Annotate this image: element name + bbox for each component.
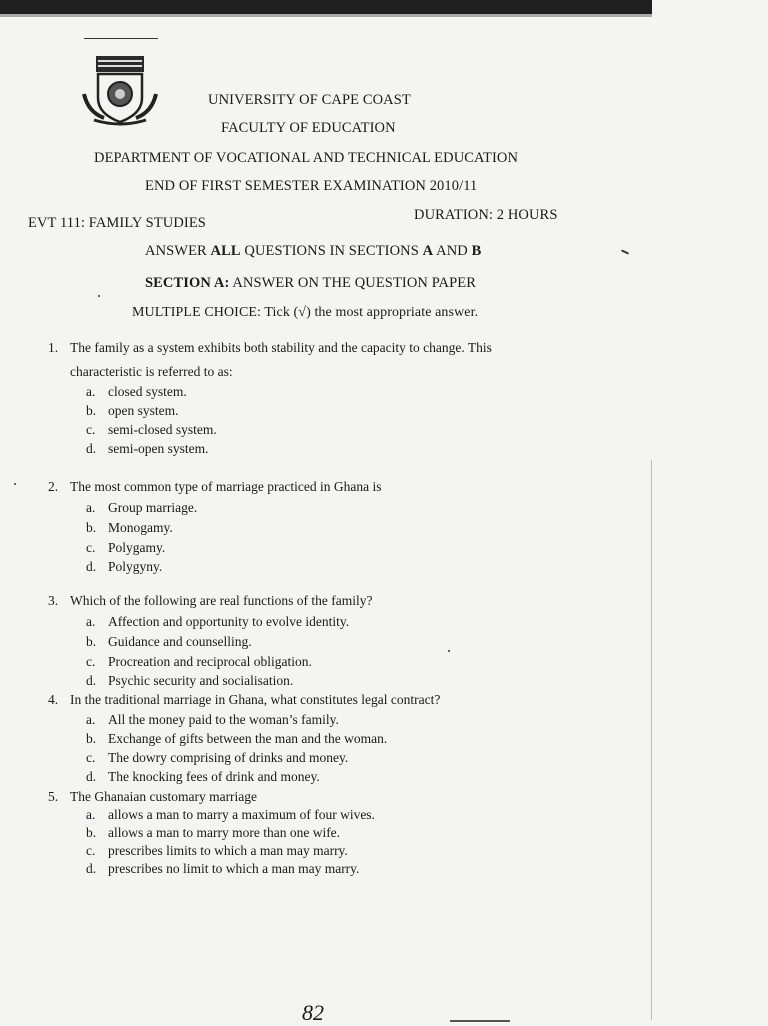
scan-bottom-mark [450,1020,510,1022]
scan-speck [621,249,629,254]
option: b. open system. [86,403,179,418]
page-number: 82 [302,1000,324,1025]
option: b. Exchange of gifts between the man and the woman. [86,731,388,746]
university-name: UNIVERSITY OF CAPE COAST [208,92,411,108]
scan-top-shadow [0,14,652,17]
option: c. semi-closed system. [86,422,217,437]
university-crest-icon [80,54,160,131]
option: a. closed system. [86,384,187,399]
mcq-instruction: MULTIPLE CHOICE: Tick (√) the most appropriate answer. [132,305,479,320]
option: d. prescribes no limit to which a man may marry. [86,861,360,876]
option: a. All the money paid to the woman’s family. [86,712,339,727]
question: 5. The Ghanaian customary marriage [48,789,258,804]
section-heading: SECTION A: ANSWER ON THE QUESTION PAPER [145,275,477,291]
exam-title: END OF FIRST SEMESTER EXAMINATION 2010/11 [145,178,478,194]
question: 1. The family as a system exhibits both stability and the capacity to change. This [48,340,492,355]
option: c. prescribes limits to which a man may marry. [86,843,348,858]
option: d. Polygyny. [86,559,163,574]
option: a. Affection and opportunity to evolve identity. [86,614,350,629]
scan-speck [448,650,450,652]
scan-speck [14,483,16,485]
option: d. Psychic security and socialisation. [86,673,294,688]
option: b. allows a man to marry more than one wife. [86,825,341,840]
question-continuation: characteristic is referred to as: [70,364,233,379]
option: d. semi-open system. [86,441,209,456]
option: c. Procreation and reciprocal obligation. [86,654,312,669]
option: d. The knocking fees of drink and money. [86,769,320,784]
crest-rule [84,38,158,39]
option: c. The dowry comprising of drinks and money. [86,750,349,765]
option: c. Polygamy. [86,540,166,555]
scan-top-border [0,0,652,14]
scan-speck [98,295,100,297]
faculty-name: FACULTY OF EDUCATION [221,120,396,136]
question: 3. Which of the following are real functions of the family? [48,593,373,608]
option: a. allows a man to marry a maximum of four wives. [86,807,375,822]
duration: DURATION: 2 HOURS [414,207,558,223]
option: b. Guidance and counselling. [86,634,252,649]
option: a. Group marriage. [86,500,198,515]
question: 4. In the traditional marriage in Ghana, what constitutes legal contract? [48,692,441,707]
course-title: EVT 111: FAMILY STUDIES [28,215,206,231]
question: 2. The most common type of marriage practiced in Ghana is [48,479,382,494]
scan-edge-line [651,460,652,1020]
answer-instruction: ANSWER ALL QUESTIONS IN SECTIONS A AND B [145,243,482,259]
department-name: DEPARTMENT OF VOCATIONAL AND TECHNICAL EDUCATION [94,150,519,166]
option: b. Monogamy. [86,520,173,535]
